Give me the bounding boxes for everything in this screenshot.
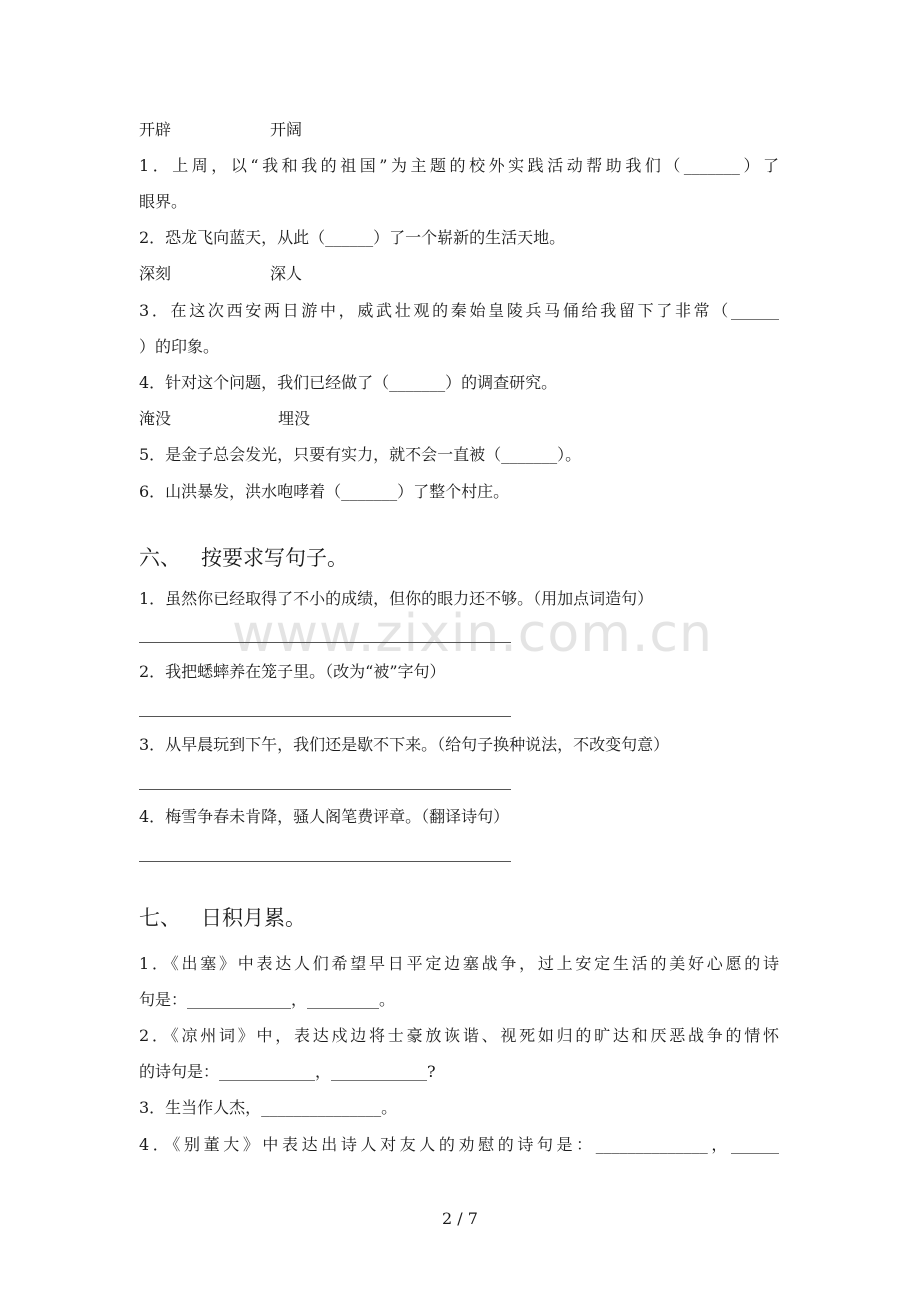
section-number: 六、: [139, 546, 181, 570]
fill-question-6: 6．山洪暴发，洪水咆哮着（_______）了整个村庄。: [139, 482, 510, 501]
word-option: 淹没: [139, 409, 172, 428]
fill-question-1-cont: 眼界。: [139, 192, 188, 211]
answer-line: [139, 642, 511, 643]
page-number: 2 / 7: [442, 1209, 478, 1228]
word-option: 开阔: [270, 120, 303, 139]
rewrite-question-2: 2．我把蟋蟀养在笼子里。（改为“被”字句）: [139, 662, 446, 681]
answer-line: [139, 789, 511, 790]
section-6-heading: [139, 544, 348, 572]
word-option: 埋没: [278, 409, 311, 428]
section-title: 按要求写句子。: [201, 546, 348, 570]
word-option: 深刻: [139, 264, 172, 283]
fill-question-3: 3．在这次西安两日游中，威武壮观的秦始皇陵兵马俑给我留下了非常（______: [139, 301, 779, 320]
answer-line: [139, 716, 511, 717]
poem-question-1-cont: 句是：_____________，_________。: [139, 990, 396, 1009]
section-title: 日积月累。: [201, 906, 306, 930]
section-number: 七、: [139, 906, 181, 930]
word-option: 开辟: [139, 120, 172, 139]
rewrite-question-1: 1．虽然你已经取得了不小的成绩，但你的眼力还不够。（用加点词造句）: [139, 589, 654, 608]
section-7-heading: [139, 904, 306, 932]
fill-question-2: 2．恐龙飞向蓝天，从此（______）了一个崭新的生活天地。: [139, 228, 566, 247]
fill-question-5: 5．是金子总会发光，只要有实力，就不会一直被（_______）。: [139, 445, 582, 464]
fill-question-1: 1．上周，以“我和我的祖国”为主题的校外实践活动帮助我们（_______）了: [139, 156, 779, 175]
watermark: www.zixin.com.cn: [232, 604, 713, 664]
rewrite-question-3: 3．从早晨玩到下午，我们还是歇不下来。（给句子换种说法，不改变句意）: [139, 735, 670, 754]
word-option: 深人: [270, 264, 303, 283]
poem-question-2: 2．《凉州词》中，表达戍边将士豪放诙谐、视死如归的旷达和厌恶战争的情怀: [139, 1026, 779, 1045]
answer-line: [139, 861, 511, 862]
poem-question-4: 4．《别董大》中表达出诗人对友人的劝慰的诗句是：______________，______: [139, 1135, 779, 1154]
poem-question-3: 3．生当作人杰，_______________。: [139, 1098, 398, 1117]
poem-question-1: 1．《出塞》中表达人们希望早日平定边塞战争，过上安定生活的美好心愿的诗: [139, 954, 779, 973]
rewrite-question-4: 4．梅雪争春未肯降，骚人阁笔费评章。（翻译诗句）: [139, 807, 510, 826]
fill-question-3-cont: ）的印象。: [139, 337, 220, 356]
poem-question-2-cont: 的诗句是：____________，____________?: [139, 1062, 436, 1081]
fill-question-4: 4．针对这个问题，我们已经做了（_______）的调查研究。: [139, 373, 558, 392]
